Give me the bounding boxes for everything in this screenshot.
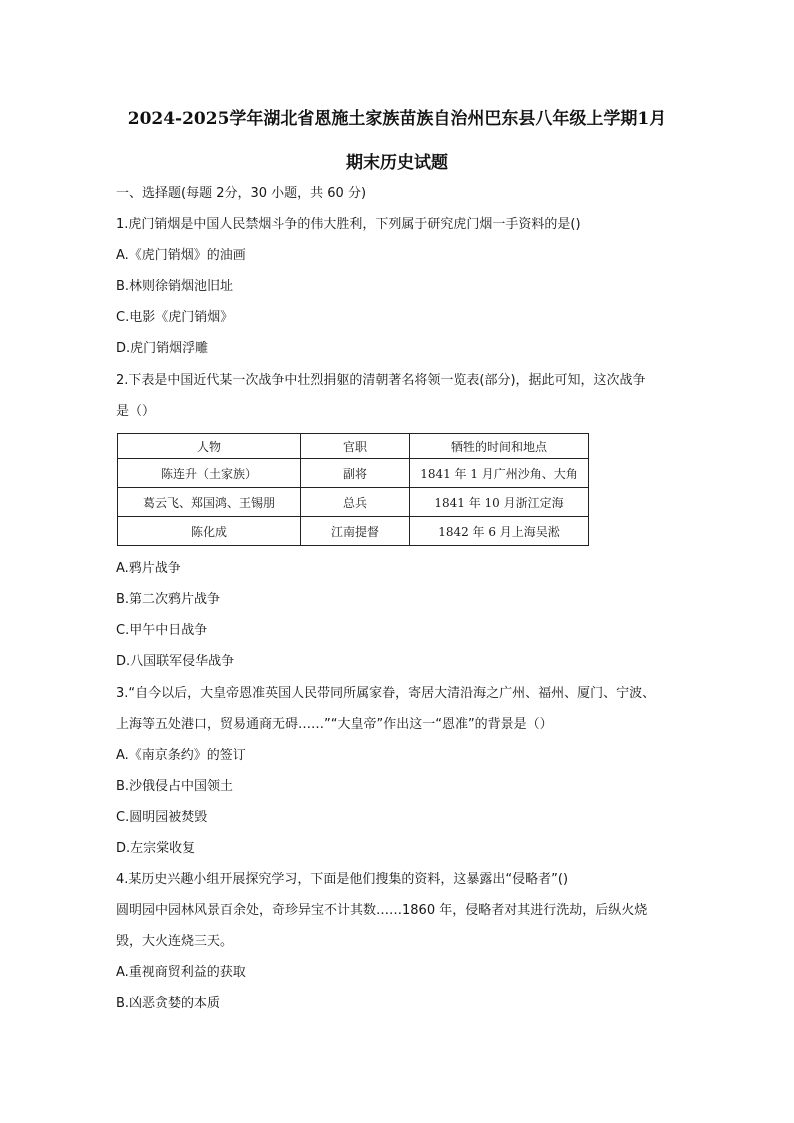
column-header-rank: 官职 bbox=[301, 434, 410, 459]
question-3-option-a: A.《南京条约》的签订 bbox=[116, 748, 246, 763]
column-header-person: 人物 bbox=[118, 434, 301, 459]
document-title-line-2: 期末历史试题 bbox=[346, 153, 448, 173]
table-row bbox=[118, 488, 589, 517]
generals-table bbox=[117, 433, 589, 546]
question-4-stem: 4.某历史兴趣小组开展探究学习，下面是他们搜集的资料，这暴露出“侵略者”() bbox=[116, 872, 569, 887]
question-3-option-d: D.左宗棠收复 bbox=[116, 841, 196, 856]
table-row bbox=[118, 517, 589, 546]
cell-rank: 副将 bbox=[301, 459, 410, 488]
question-2-option-a: A.鸦片战争 bbox=[116, 561, 181, 576]
question-1-option-a: A.《虎门销烟》的油画 bbox=[116, 248, 246, 263]
cell-person: 陈连升（土家族） bbox=[118, 459, 301, 488]
cell-time-place: 1841 年 10 月浙江定海 bbox=[410, 488, 589, 517]
question-4-material-line-2: 毁，大火连烧三天。 bbox=[116, 934, 234, 949]
question-2-option-d: D.八国联军侵华战争 bbox=[116, 654, 235, 669]
question-3-stem-line-2: 上海等五处港口，贸易通商无碍……”“大皇帝”作出这一“恩准”的背景是（） bbox=[116, 717, 553, 732]
document-title-line-1: 2024-2025学年湖北省恩施土家族苗族自治州巴东县八年级上学期1月 bbox=[127, 109, 667, 129]
question-1-option-b: B.林则徐销烟池旧址 bbox=[116, 279, 234, 294]
column-header-time-place: 牺牲的时间和地点 bbox=[410, 434, 589, 459]
cell-rank: 总兵 bbox=[301, 488, 410, 517]
question-2-stem-line-2: 是（） bbox=[116, 404, 156, 419]
question-3-stem-line-1: 3.“自今以后，大皇帝恩准英国人民带同所属家眷，寄居大清沿海之广州、福州、厦门、宁波、 bbox=[116, 686, 656, 701]
table-header-row bbox=[118, 434, 589, 459]
cell-time-place: 1842 年 6 月上海吴淞 bbox=[410, 517, 589, 546]
question-3-option-c: C.圆明园被焚毁 bbox=[116, 810, 208, 825]
section-heading: 一、选择题(每题 2分，30 小题，共 60 分) bbox=[116, 186, 367, 201]
cell-person: 葛云飞、郑国鸿、王锡朋 bbox=[118, 488, 301, 517]
question-1-option-d: D.虎门销烟浮雕 bbox=[116, 341, 209, 356]
cell-time-place: 1841 年 1 月广州沙角、大角 bbox=[410, 459, 589, 488]
question-2-option-b: B.第二次鸦片战争 bbox=[116, 592, 221, 607]
question-2-stem-line-1: 2.下表是中国近代某一次战争中壮烈捐躯的清朝著名将领一览表(部分)，据此可知，这次战争 bbox=[116, 373, 646, 388]
table-row bbox=[118, 459, 589, 488]
cell-rank: 江南提督 bbox=[301, 517, 410, 546]
cell-person: 陈化成 bbox=[118, 517, 301, 546]
question-4-option-b: B.凶恶贪婪的本质 bbox=[116, 996, 221, 1011]
question-1-option-c: C.电影《虎门销烟》 bbox=[116, 310, 234, 325]
question-2-option-c: C.甲午中日战争 bbox=[116, 623, 208, 638]
question-4-material-line-1: 圆明园中园林风景百余处，奇珍异宝不计其数……1860 年，侵略者对其进行洗劫，后纵火烧 bbox=[116, 903, 648, 918]
question-1-stem: 1.虎门销烟是中国人民禁烟斗争的伟大胜利，下列属于研究虎门烟一手资料的是() bbox=[116, 217, 581, 232]
question-3-option-b: B.沙俄侵占中国领土 bbox=[116, 779, 234, 794]
question-4-option-a: A.重视商贸利益的获取 bbox=[116, 965, 246, 980]
